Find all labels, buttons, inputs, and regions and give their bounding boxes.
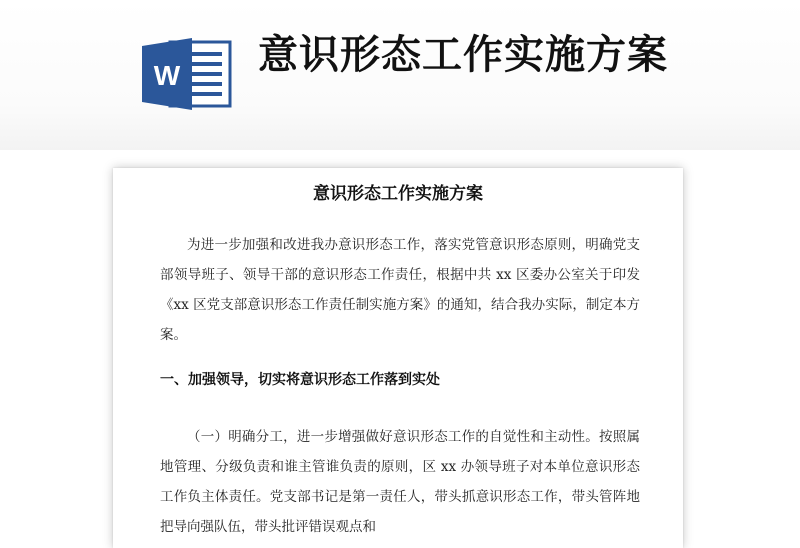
word-document-icon	[140, 36, 232, 112]
header-banner	[0, 0, 800, 150]
document-page	[113, 168, 683, 548]
document-heading: 意识形态工作实施方案	[313, 184, 483, 204]
section-1-paragraph: （一）明确分工，进一步增强做好意识形态工作的自觉性和主动性。按照属地管理、分级负责和谁主管谁负责的原则，区 xx 办领导班子对本单位意识形态工作负主体责任。党支部书记是第一责任人，带头抓意识形态工作，带头管阵地把导向强队伍，带头批评错误观点和	[160, 429, 640, 535]
word-icon-letter: W	[153, 60, 181, 91]
section-1-heading: 一、加强领导，切实将意识形态工作落到实处	[160, 372, 440, 388]
intro-paragraph: 为进一步加强和改进我办意识形态工作，落实党管意识形态原则，明确党支部领导班子、领导干部的意识形态工作责任，根据中共 xx 区委办公室关于印发《xx 区党支部意识形态工作责任制实施方案》的通知，结合我办实际，制定本方案。	[160, 237, 640, 343]
banner-title: 意识形态工作实施方案	[258, 32, 668, 78]
